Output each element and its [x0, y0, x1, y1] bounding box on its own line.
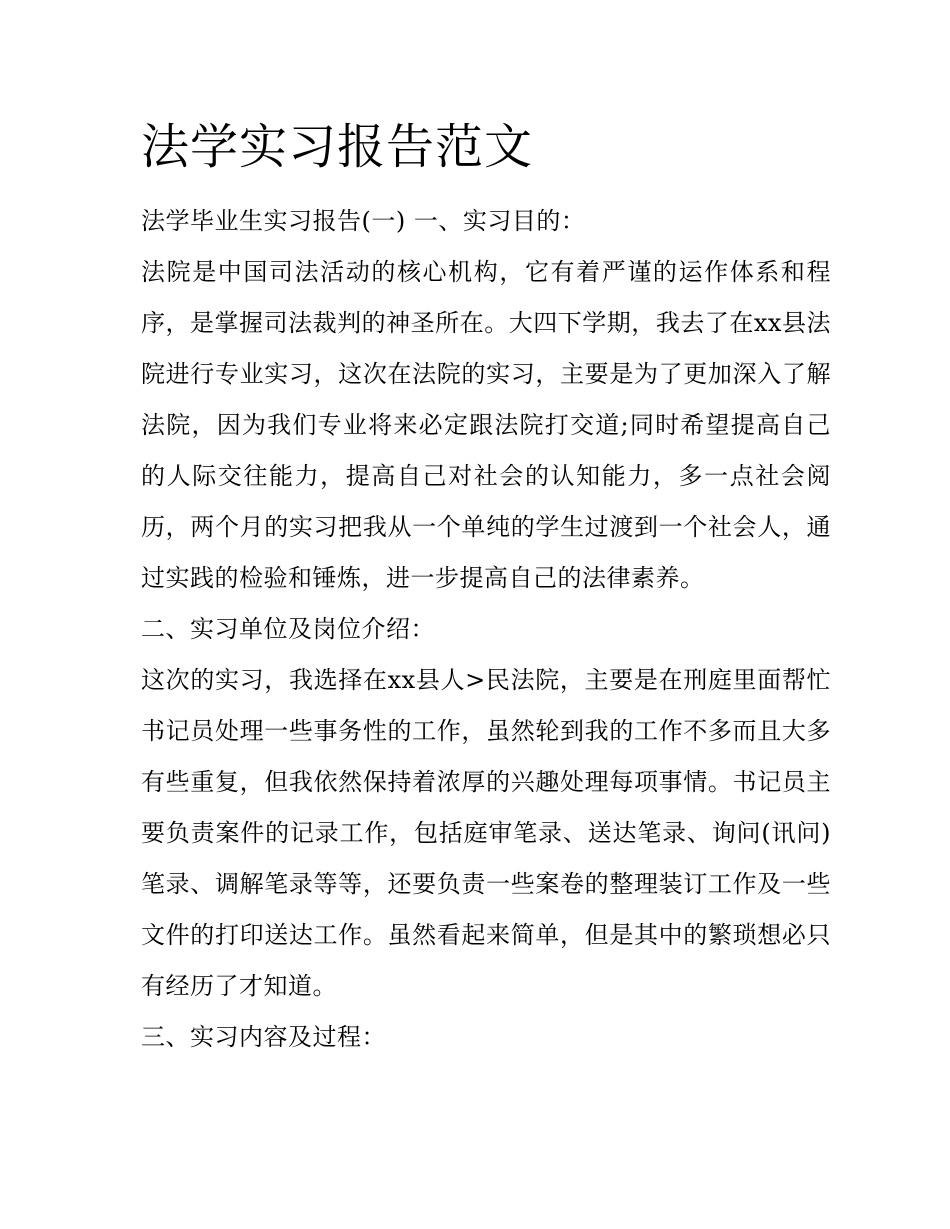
document-title: 法学实习报告范文 [141, 119, 534, 175]
paragraph-purpose: 法院是中国司法活动的核心机构，它有着严谨的运作体系和程序，是掌握司法裁判的神圣所在。大四下学期，我去了在xx县法院进行专业实习，这次在法院的实习，主要是为了更加深入了解法院，因为我们专业将来必定跟法院打交道;同时希望提高自己的人际交往能力，提高自己对社会的认知能力，多一点社会阅历，两个月的实习把我从一个单纯的学生过渡到一个社会人，通过实践的检验和锤炼，进一步提高自己的法律素养。 [141, 258, 831, 592]
section-heading-2: 二、实习单位及岗位介绍： [141, 615, 435, 643]
paragraph-unit-intro: 这次的实习，我选择在xx县人>民法院，主要是在刑庭里面帮忙书记员处理一些事务性的工作，虽然轮到我的工作不多而且大多有些重复，但我依然保持着浓厚的兴趣处理每项事情。书记员主要负责案件的记录工作，包括庭审笔录、送达笔录、询问(讯问)笔录、调解笔录等等，还要负责一些案卷的整理装订工作及一些文件的打印送达工作。虽然看起来简单，但是其中的繁琐想必只有经历了才知道。 [141, 666, 831, 1000]
section-heading-1: 法学毕业生实习报告(一) 一、实习目的： [141, 207, 586, 235]
document-body [141, 112, 831, 1063]
section-heading-3: 三、实习内容及过程： [141, 1023, 386, 1051]
